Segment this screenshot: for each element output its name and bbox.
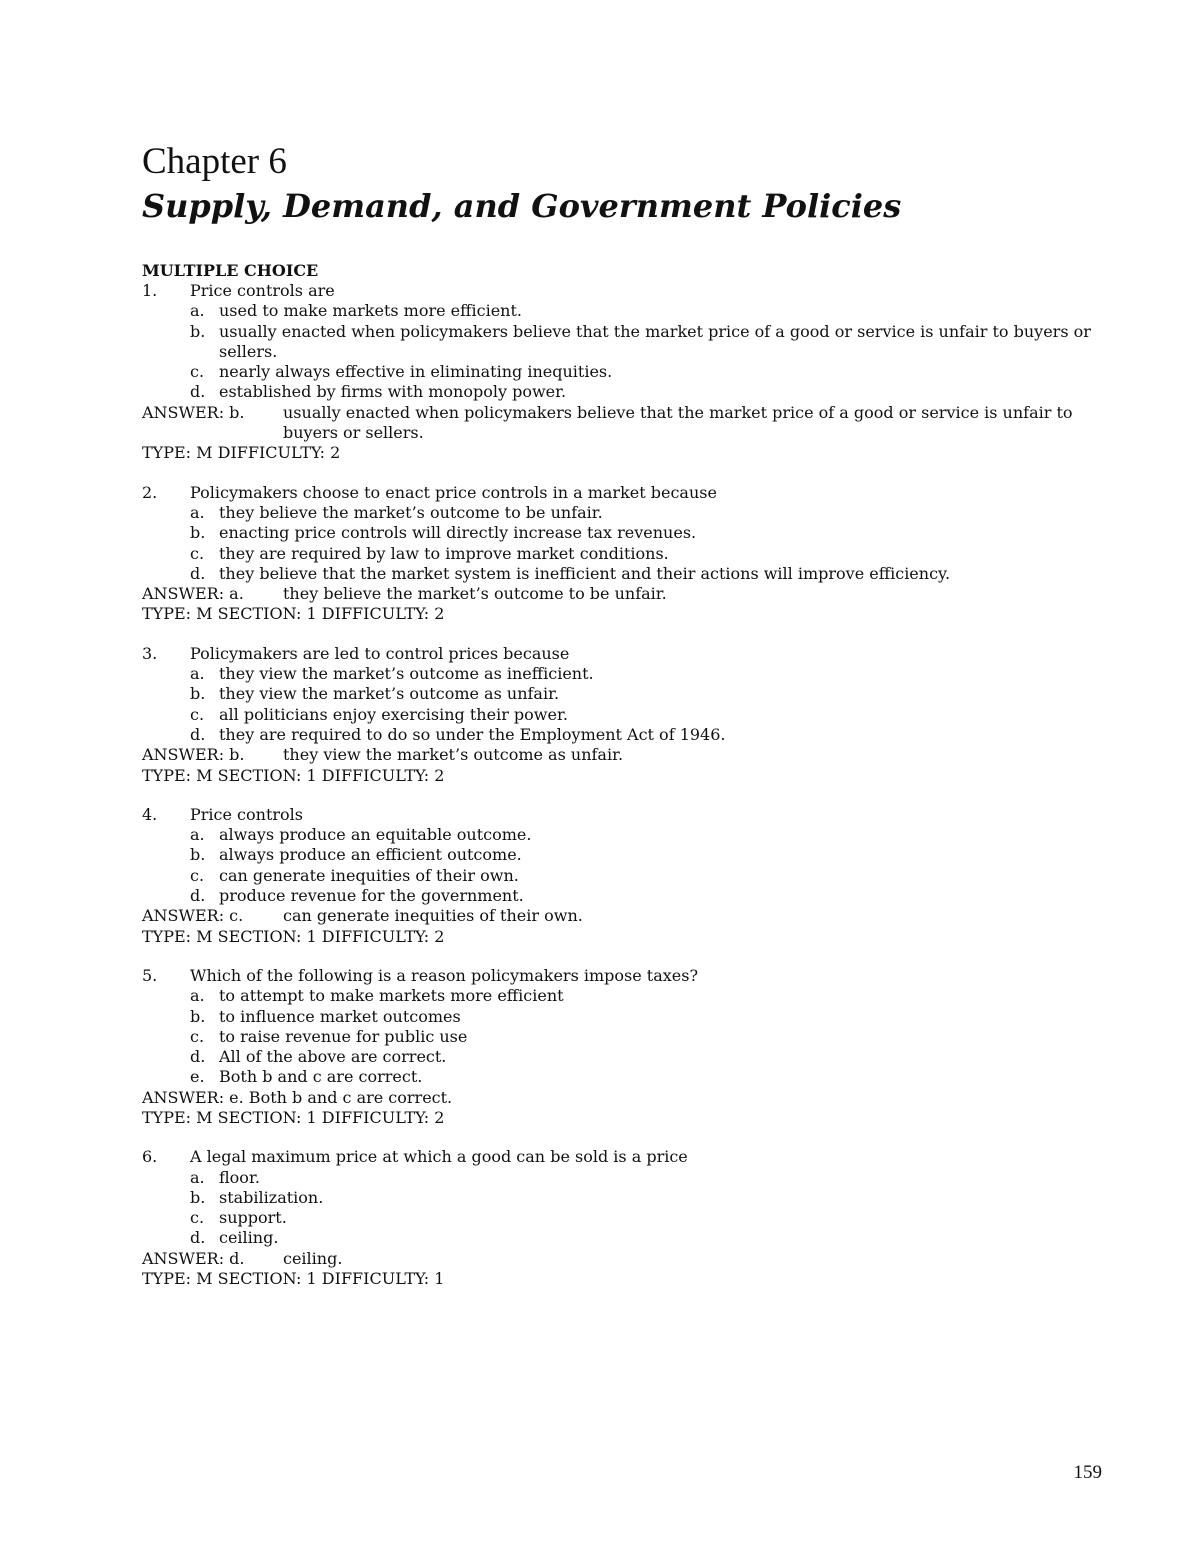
- option-letter: c.: [190, 865, 205, 885]
- option-a: [190, 664, 1102, 684]
- option-letter: b.: [190, 1006, 206, 1026]
- option-letter: a.: [190, 502, 205, 522]
- question-stem: [142, 966, 1102, 986]
- option-d: [190, 886, 1102, 906]
- option-letter: d.: [190, 886, 206, 906]
- option-list: [190, 503, 1102, 584]
- option-text: to raise revenue for public use: [219, 1026, 468, 1046]
- option-text: enacting price controls will directly increase tax revenues.: [219, 523, 697, 543]
- option-list: [190, 1168, 1102, 1249]
- question-4: [142, 805, 1102, 947]
- question-text: Price controls are: [190, 281, 335, 300]
- option-a: [190, 825, 1102, 845]
- answer-line: [142, 584, 1102, 604]
- option-text: they are required to do so under the Employment Act of 1946.: [219, 724, 726, 744]
- question-stem: [142, 483, 1102, 503]
- question-text: Which of the following is a reason policymakers impose taxes?: [190, 965, 699, 985]
- option-text: produce revenue for the government.: [219, 886, 524, 906]
- option-letter: c.: [190, 362, 205, 382]
- question-number: 3.: [142, 643, 158, 663]
- option-c: [190, 544, 1102, 564]
- option-text: to attempt to make markets more efficient: [219, 986, 564, 1006]
- answer-line: [142, 1249, 1102, 1269]
- option-a: [190, 301, 1102, 321]
- option-letter: c.: [190, 1026, 205, 1046]
- question-stem: [142, 281, 1102, 301]
- option-text: stabilization.: [219, 1187, 324, 1207]
- option-d: [190, 725, 1102, 745]
- question-text: Policymakers choose to enact price controls in a market because: [190, 482, 717, 502]
- answer-label: ANSWER: b.: [142, 745, 245, 765]
- question-meta: TYPE: M SECTION: 1 DIFFICULTY: 2: [142, 926, 445, 946]
- option-text: support.: [219, 1208, 287, 1228]
- option-text: nearly always effective in eliminating inequities.: [219, 362, 613, 382]
- option-letter: b.: [190, 523, 206, 543]
- option-letter: b.: [190, 1187, 206, 1207]
- option-letter: a.: [190, 1167, 205, 1187]
- document-page: [142, 140, 1102, 1308]
- option-c: [190, 362, 1102, 382]
- question-meta: TYPE: M SECTION: 1 DIFFICULTY: 2: [142, 604, 445, 624]
- answer-text: they view the market’s outcome as unfair.: [283, 745, 624, 765]
- option-d: [190, 1047, 1102, 1067]
- question-stem: [142, 805, 1102, 825]
- option-text: floor.: [219, 1167, 260, 1187]
- question-number: 6.: [142, 1147, 158, 1167]
- option-text: Both b and c are correct.: [219, 1067, 423, 1087]
- option-text: all politicians enjoy exercising their power.: [219, 704, 568, 724]
- question-text: Policymakers are led to control prices because: [190, 643, 570, 663]
- option-letter: a.: [190, 825, 205, 845]
- option-list: [190, 664, 1102, 745]
- option-letter: a.: [190, 301, 205, 321]
- question-stem: [142, 1147, 1102, 1167]
- question-number: 1.: [142, 281, 158, 300]
- option-letter: e.: [190, 1067, 205, 1087]
- answer-label: ANSWER: b.: [142, 402, 245, 422]
- option-text: All of the above are correct.: [219, 1047, 447, 1067]
- option-letter: b.: [190, 684, 206, 704]
- option-letter: a.: [190, 986, 205, 1006]
- question-text: Price controls: [190, 804, 303, 824]
- option-letter: b.: [190, 845, 206, 865]
- question-6: [142, 1147, 1102, 1289]
- option-letter: a.: [190, 664, 205, 684]
- option-letter: d.: [190, 1228, 206, 1248]
- option-b: [190, 523, 1102, 543]
- page-number: 159: [1073, 1462, 1102, 1483]
- question-number: 5.: [142, 965, 158, 985]
- option-letter: b.: [190, 321, 206, 341]
- answer-label: ANSWER: c.: [142, 906, 244, 926]
- question-1: [142, 281, 1102, 464]
- question-meta: TYPE: M SECTION: 1 DIFFICULTY: 1: [142, 1269, 445, 1289]
- question-meta: TYPE: M DIFFICULTY: 2: [142, 443, 341, 463]
- section-heading: MULTIPLE CHOICE: [142, 261, 319, 280]
- question-3: [142, 644, 1102, 786]
- answer-line: [142, 745, 1102, 765]
- option-c: [190, 866, 1102, 886]
- answer-text: they believe the market’s outcome to be unfair.: [283, 584, 667, 604]
- option-letter: c.: [190, 704, 205, 724]
- option-c: [190, 705, 1102, 725]
- option-d: [190, 564, 1102, 584]
- answer-text: ceiling.: [283, 1248, 343, 1268]
- option-a: [190, 986, 1102, 1006]
- option-letter: c.: [190, 1208, 205, 1228]
- option-a: [190, 503, 1102, 523]
- option-c: [190, 1208, 1102, 1228]
- chapter-number: Chapter 6: [142, 141, 287, 182]
- option-letter: c.: [190, 543, 205, 563]
- option-b: [190, 684, 1102, 704]
- answer-line: [142, 1088, 1102, 1108]
- option-list: [190, 301, 1102, 402]
- question-text: A legal maximum price at which a good can be sold is a price: [190, 1147, 688, 1167]
- option-letter: d.: [190, 563, 206, 583]
- question-number: 2.: [142, 482, 158, 502]
- answer-label: ANSWER: d.: [142, 1248, 245, 1268]
- question-number: 4.: [142, 804, 158, 824]
- option-text: always produce an equitable outcome.: [219, 825, 532, 845]
- option-b: [190, 845, 1102, 865]
- option-letter: d.: [190, 1047, 206, 1067]
- answer-text: ANSWER: e. Both b and c are correct.: [142, 1087, 453, 1107]
- option-b: [190, 322, 1102, 363]
- option-text: can generate inequities of their own.: [219, 865, 519, 885]
- option-letter: d.: [190, 724, 206, 744]
- question-5: [142, 966, 1102, 1128]
- option-letter: d.: [190, 382, 206, 402]
- option-list: [190, 825, 1102, 906]
- option-text: they are required by law to improve market conditions.: [219, 543, 669, 563]
- chapter-title: Supply, Demand, and Government Policies: [142, 187, 902, 225]
- option-text: they believe that the market system is inefficient and their actions will improve efficiency.: [219, 563, 951, 583]
- question-meta: TYPE: M SECTION: 1 DIFFICULTY: 2: [142, 1107, 445, 1127]
- option-d: [190, 1228, 1102, 1248]
- answer-text: usually enacted when policymakers believe that the market price of a good or service is unfair to buyers or sellers.: [283, 402, 1073, 443]
- answer-text: can generate inequities of their own.: [283, 906, 583, 926]
- option-text: usually enacted when policymakers believe that the market price of a good or service is unfair to buyers or sellers.: [219, 321, 1091, 361]
- option-text: used to make markets more efficient.: [219, 301, 522, 321]
- option-text: they view the market’s outcome as unfair.: [219, 684, 560, 704]
- question-stem: [142, 644, 1102, 664]
- question-meta: TYPE: M SECTION: 1 DIFFICULTY: 2: [142, 765, 445, 785]
- answer-line: [142, 403, 1102, 444]
- option-text: they view the market’s outcome as inefficient.: [219, 664, 594, 684]
- option-d: [190, 382, 1102, 402]
- option-e: [190, 1067, 1102, 1087]
- option-list: [190, 986, 1102, 1087]
- option-b: [190, 1188, 1102, 1208]
- option-text: ceiling.: [219, 1228, 279, 1248]
- option-text: they believe the market’s outcome to be unfair.: [219, 502, 603, 522]
- option-a: [190, 1168, 1102, 1188]
- answer-label: ANSWER: a.: [142, 584, 244, 604]
- option-c: [190, 1027, 1102, 1047]
- option-text: established by firms with monopoly power.: [219, 382, 567, 402]
- answer-line: [142, 906, 1102, 926]
- option-text: always produce an efficient outcome.: [219, 845, 522, 865]
- option-b: [190, 1007, 1102, 1027]
- question-2: [142, 483, 1102, 625]
- option-text: to influence market outcomes: [219, 1006, 461, 1026]
